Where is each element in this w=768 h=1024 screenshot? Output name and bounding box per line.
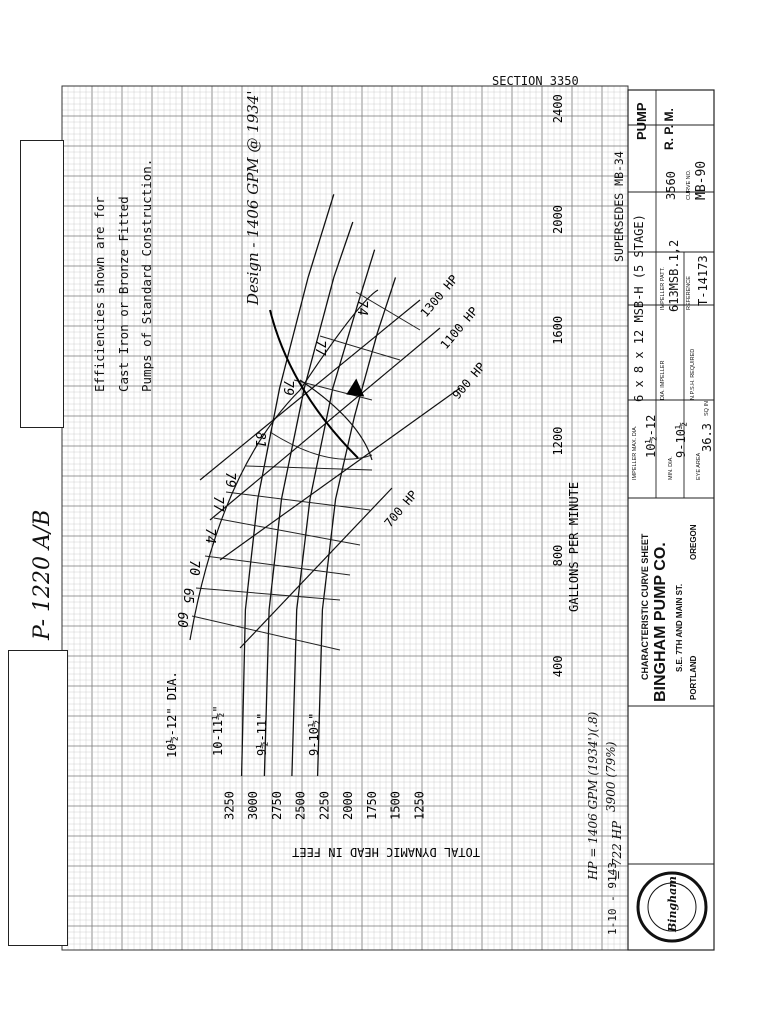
impeller-patt-label: IMPELLER PATT. (660, 267, 666, 310)
y-tick-label: 3250 (222, 791, 237, 820)
eye-area-value: 36.3 (700, 423, 714, 452)
eye-label: EYE AREA (696, 452, 702, 480)
hp-line (220, 388, 460, 560)
handwritten-hp-line2: 3900 (79%) (604, 741, 618, 812)
note-line-3: Pumps of Standard Construction. (139, 158, 154, 392)
y-tick-label: 3000 (246, 791, 260, 820)
rpm-value: 3560 (664, 171, 678, 200)
logo-text: Bingham (666, 876, 679, 932)
reference-label: REFERENCE (686, 276, 692, 310)
efficiency-line (226, 492, 370, 510)
efficiency-label: 60 (174, 612, 189, 628)
efficiency-label: 79 (280, 380, 295, 396)
title-state: OREGON (689, 524, 698, 560)
title-company: BINGHAM PUMP CO. (652, 542, 669, 702)
redaction-box-top (20, 140, 64, 428)
x-tick-label: 400 (551, 655, 565, 678)
impeller-curve (264, 222, 352, 776)
y-tick-label: 2250 (317, 791, 332, 820)
footer-code: 1-10 - 9143 (606, 862, 619, 935)
impeller-max-label: IMPELLER MAX. DIA. (632, 425, 638, 480)
x-tick-label: 2400 (551, 94, 565, 124)
handwritten-design-note: Design - 1406 GPM @ 1934' (244, 90, 262, 305)
supersedes: SUPERSEDES MB-34 (612, 151, 626, 262)
hp-line (200, 300, 420, 480)
x-tick-label: 1600 (551, 315, 565, 345)
eye-unit: SQ IN. (704, 399, 710, 416)
dia-impeller-label: DIA. IMPELLER (660, 360, 666, 400)
rpm-label: R. P. M. (662, 108, 676, 150)
reference-value: T-14173 (696, 255, 710, 306)
hp-label: 1100 HP (437, 304, 481, 352)
efficiency-label: 81 (252, 432, 267, 448)
impeller-min-label: MIN. DIA. (668, 456, 674, 480)
efficiency-line (246, 466, 372, 470)
handwritten-hp-line1: HP = 1406 GPM (1934')(.8) (586, 711, 600, 880)
impeller-patt-value: 613MSB.1,2 (667, 239, 681, 312)
efficiency-label: 74 (354, 300, 369, 316)
title-city: PORTLAND (689, 655, 698, 700)
y-tick-label: 2750 (269, 791, 284, 820)
impeller-curve-label: 10½-12" DIA. (165, 671, 179, 758)
impeller-curve-label: 10-11½" (211, 705, 225, 756)
curve-no-label: CURVE NO. (686, 169, 692, 200)
hp-label: 700 HP (381, 487, 421, 530)
x-axis-title: GALLONS PER MINUTE (567, 481, 581, 612)
pump-size: 6 x 8 x 12 MSB-H (5 STAGE) (632, 214, 646, 402)
hp-label: 1300 HP (417, 272, 461, 320)
y-tick-label: 1750 (364, 791, 379, 820)
impeller-max-value: 10½-12 (644, 414, 658, 458)
pump-word: PUMP (634, 102, 649, 140)
y-axis-title: TOTAL DYNAMIC HEAD IN FEET (292, 845, 480, 859)
hp-label: 900 HP (449, 359, 489, 402)
efficiency-label: 70 (186, 560, 201, 576)
efficiency-label: 77 (312, 340, 327, 356)
efficiency-label: 74 (202, 528, 217, 544)
y-tick-label: 2500 (293, 791, 308, 820)
title-sheet: CHARACTERISTIC CURVE SHEET (640, 533, 650, 680)
design-point-marker (346, 379, 364, 397)
x-tick-label: 2000 (551, 205, 565, 234)
efficiency-label: 65 (180, 588, 195, 604)
efficiency-label: 77 (210, 496, 225, 512)
curve-no-value: MB-90 (694, 160, 709, 200)
impeller-curve-label: 9-10½" (307, 712, 321, 756)
note-line-1: Efficiencies shown are for (92, 196, 107, 392)
x-tick-label: 1200 (551, 426, 565, 456)
npsh-label: N.P.S.H. REQUIRED (690, 348, 696, 400)
impeller-min-value: 9-10½ (674, 421, 688, 458)
section-label: SECTION 3350 (492, 74, 579, 88)
handwritten-hp-line3: = 722 HP (610, 820, 624, 880)
x-tick-label: 800 (551, 544, 565, 567)
impeller-curve-label: 9½-11" (255, 712, 269, 756)
title-address: S.E. 7TH AND MAIN ST. (675, 583, 684, 672)
redaction-box-bottom (8, 650, 68, 946)
y-tick-label: 2000 (341, 791, 355, 820)
efficiency-label: 79 (222, 472, 237, 488)
handwritten-unit-tag: P- 1220 A/B (30, 509, 55, 640)
note-line-2: Cast Iron or Bronze Fitted (116, 196, 131, 392)
y-tick-label: 1250 (412, 791, 427, 820)
y-tick-label: 1500 (388, 791, 403, 820)
